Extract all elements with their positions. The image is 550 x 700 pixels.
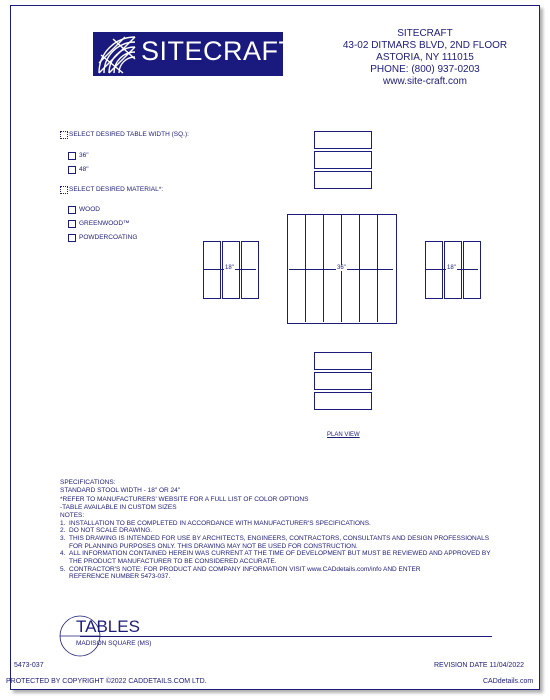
material-powdercoating-label: POWDERCOATING xyxy=(79,234,138,241)
width-36-checkbox[interactable] xyxy=(68,152,76,160)
sitecraft-logo xyxy=(93,32,296,76)
width-48-label: 48" xyxy=(79,166,89,173)
note-item: 1. INSTALLATION TO BE COMPLETED IN ACCORDANCE WITH MANUFACTURER'S SPECIFICATIONS. xyxy=(60,519,371,527)
left-stool-slat xyxy=(241,241,259,299)
copyright-text: PROTECTED BY COPYRIGHT ©2022 CADDETAILS.COM LTD. xyxy=(6,678,207,685)
material-heading: SELECT DESIRED MATERIAL*: xyxy=(69,186,164,193)
company-address-2: ASTORIA, NY 111015 xyxy=(376,52,474,63)
caddetails-link[interactable]: CADdetails.com xyxy=(483,678,534,685)
note-item: 2. DO NOT SCALE DRAWING. xyxy=(60,527,153,535)
right-stool-slat xyxy=(463,241,481,299)
drawing-sheet xyxy=(10,5,540,690)
width-heading-checkbox[interactable] xyxy=(60,131,68,139)
note-item-continued: FOR PLANNING PURPOSES ONLY. THIS DRAWING MAY NOT BE USED FOR CONSTRUCTION. xyxy=(69,542,358,550)
reference-number: 5473-037 xyxy=(14,662,44,669)
specs-stool-width: STANDARD STOOL WIDTH - 18" OR 24" xyxy=(60,486,181,494)
title-underline xyxy=(80,636,492,637)
specifications-notes xyxy=(60,479,500,581)
material-powdercoating-checkbox[interactable] xyxy=(68,234,76,242)
width-36-label: 36" xyxy=(79,152,89,159)
company-address-1: 43-02 DITMARS BLVD, 2ND FLOOR xyxy=(342,40,508,51)
left-dimension-label: 18" xyxy=(225,265,234,271)
note-item: 4. ALL INFORMATION CONTAINED HEREIN WAS CURRENT AT THE TIME OF DEVELOPMENT BUT MUST BE REVIEWED AND APPROVED BY xyxy=(60,550,491,558)
note-item: 3. THIS DRAWING IS INTENDED FOR USE BY ARCHITECTS, ENGINEERS, CONTRACTORS, CONSULTANTS AND DESIGN PROFESSIONALS xyxy=(60,534,490,542)
table-dimension-label: 36" xyxy=(337,265,346,271)
company-info xyxy=(330,28,520,88)
notes-heading: NOTES: xyxy=(60,511,85,519)
left-stool-slat xyxy=(203,241,221,299)
specs-heading: SPECIFICATIONS: xyxy=(60,479,116,486)
right-dimension-label: 18" xyxy=(447,265,456,271)
bottom-stool-slat xyxy=(314,352,372,370)
revision-date: REVISION DATE 11/04/2022 xyxy=(434,662,525,669)
note-item-continued: THE PRODUCT MANUFACTURER TO BE CONSIDERED ACCURATE. xyxy=(69,558,277,566)
top-stool-slat xyxy=(314,171,372,189)
note-item: 5. CONTRACTOR'S NOTE: FOR PRODUCT AND COMPANY INFORMATION VISIT www.CADdetails.com/info AND ENTER xyxy=(60,565,421,573)
note-item-continued: REFERENCE NUMBER 5473-037. xyxy=(69,573,171,581)
material-greenwood-label: GREENWOOD™ xyxy=(79,220,130,227)
material-greenwood-checkbox[interactable] xyxy=(68,220,76,228)
company-name: SITECRAFT xyxy=(397,28,453,39)
specs-note-custom: -TABLE AVAILABLE IN CUSTOM SIZES xyxy=(60,504,177,512)
drawing-subtitle: MADISON SQUARE (MS) xyxy=(76,640,152,647)
width-48-checkbox[interactable] xyxy=(68,166,76,174)
right-stool-slat xyxy=(425,241,443,299)
width-heading: SELECT DESIRED TABLE WIDTH (SQ.): xyxy=(69,131,189,138)
specs-note-color: *REFER TO MANUFACTURERS' WEBSITE FOR A FULL LIST OF COLOR OPTIONS xyxy=(60,496,309,504)
logo-text: SITECRAFT xyxy=(141,36,296,66)
company-website: www.site-craft.com xyxy=(383,76,467,87)
bottom-stool-slat xyxy=(314,372,372,390)
material-wood-label: WOOD xyxy=(79,206,100,213)
company-phone: PHONE: (800) 937-0203 xyxy=(370,64,480,75)
top-stool-slat xyxy=(314,151,372,169)
top-stool-slat xyxy=(314,131,372,149)
plan-view-label: PLAN VIEW xyxy=(327,432,360,438)
bottom-stool-slat xyxy=(314,392,372,410)
logo-arc-icon xyxy=(95,33,139,75)
drawing-title: TABLES xyxy=(76,617,140,636)
material-wood-checkbox[interactable] xyxy=(68,206,76,214)
material-heading-checkbox[interactable] xyxy=(60,186,68,194)
